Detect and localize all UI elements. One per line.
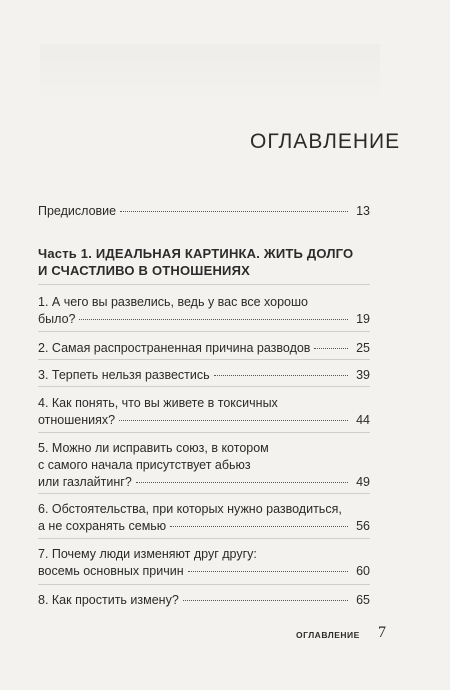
dot-leader — [120, 211, 348, 212]
toc-entry-8 — [38, 592, 370, 609]
running-footer-label: ОГЛАВЛЕНИЕ — [296, 630, 360, 640]
separator — [38, 284, 370, 285]
part-heading-line-2: И СЧАСТЛИВО В ОТНОШЕНИЯХ — [38, 263, 250, 278]
toc-entry-text: с самого начала присутствует абьюз — [38, 458, 251, 472]
separator — [38, 432, 370, 433]
toc-entry-text: 1. А чего вы развелись, ведь у вас все хорошо — [38, 295, 308, 309]
separator — [38, 386, 370, 387]
dot-leader — [79, 319, 348, 320]
toc-page-number: 39 — [356, 368, 370, 382]
toc-entry-text: 3. Терпеть нельзя развестись — [38, 368, 210, 382]
dot-leader — [170, 526, 348, 527]
toc-entry-preface — [38, 203, 370, 220]
toc-entry-6 — [38, 501, 370, 535]
part-heading-line-1: Часть 1. ИДЕАЛЬНАЯ КАРТИНКА. ЖИТЬ ДОЛГО — [38, 246, 354, 261]
dot-leader — [136, 482, 348, 483]
toc-entry-text: 8. Как простить измену? — [38, 593, 179, 607]
toc-entry-text: 5. Можно ли исправить союз, в котором — [38, 441, 269, 455]
page-number: 7 — [378, 624, 386, 641]
toc-page-number: 60 — [356, 564, 370, 578]
toc-entry-text: а не сохранять семью — [38, 519, 167, 533]
bleed-through-shadow — [40, 44, 380, 104]
dot-leader — [188, 571, 348, 572]
dot-leader — [183, 600, 348, 601]
toc-entry-2 — [38, 340, 370, 357]
toc-entry-text: 6. Обстоятельства, при которых нужно разводиться, — [38, 502, 342, 516]
toc-entry-7 — [38, 546, 370, 580]
toc-entry-text: было? — [38, 312, 76, 326]
toc-page-number: 13 — [356, 204, 370, 218]
separator — [38, 493, 370, 494]
toc-entry-text: восемь основных причин — [38, 564, 184, 578]
separator — [38, 331, 370, 332]
toc-entry-text: 7. Почему люди изменяют друг другу: — [38, 547, 257, 561]
toc-entry-1 — [38, 294, 370, 328]
toc-entry-text: 2. Самая распространенная причина разводов — [38, 341, 311, 355]
toc-entry-text: Предисловие — [38, 204, 117, 218]
part-heading — [38, 245, 370, 279]
toc-title: ОГЛАВЛЕНИЕ — [250, 130, 401, 153]
toc-entry-3 — [38, 367, 370, 384]
toc-page-number: 25 — [356, 341, 370, 355]
dot-leader — [214, 375, 348, 376]
toc-page-number: 56 — [356, 519, 370, 533]
separator — [38, 584, 370, 585]
dot-leader — [314, 348, 348, 349]
toc-entry-4 — [38, 395, 370, 429]
separator — [38, 538, 370, 539]
toc-entry-text: 4. Как понять, что вы живете в токсичных — [38, 396, 278, 410]
toc-page-number: 44 — [356, 413, 370, 427]
toc-entry-text: или газлайтинг? — [38, 475, 132, 489]
toc-page-number: 65 — [356, 593, 370, 607]
toc-entry-5 — [38, 440, 370, 491]
toc-page-number: 19 — [356, 312, 370, 326]
toc-entry-text: отношениях? — [38, 413, 116, 427]
separator — [38, 359, 370, 360]
toc-page-number: 49 — [356, 475, 370, 489]
dot-leader — [119, 420, 348, 421]
